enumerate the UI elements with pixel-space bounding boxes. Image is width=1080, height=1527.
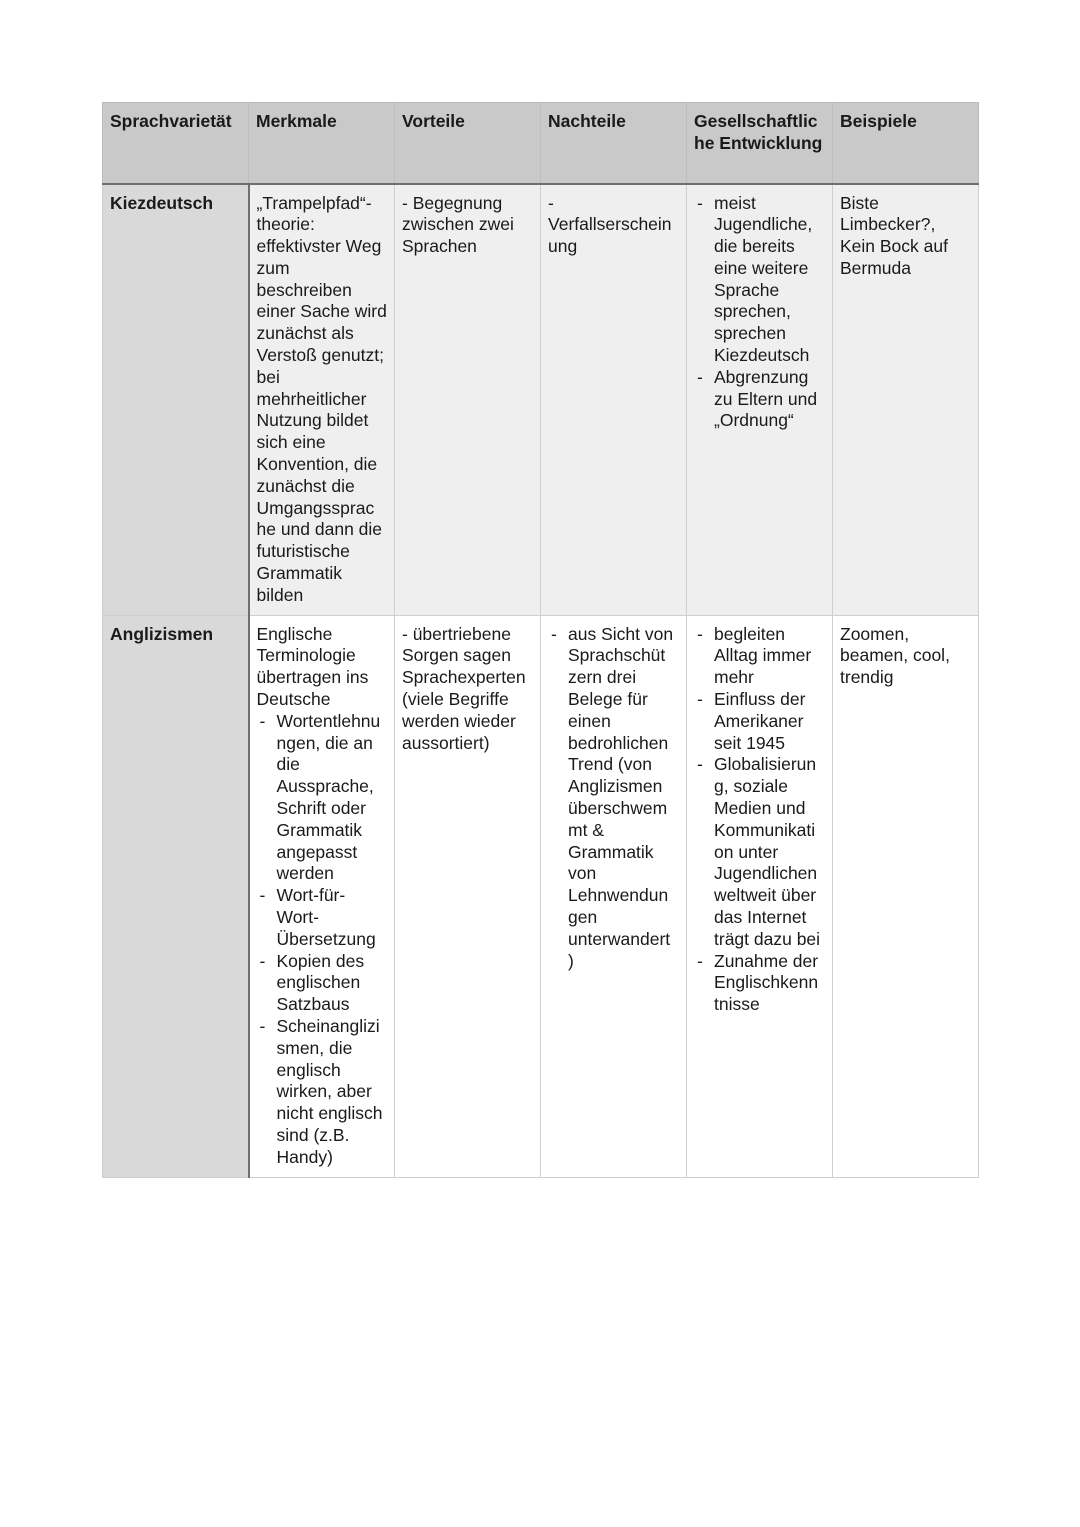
cell-vorteile: - übertriebene Sorgen sagen Sprachexperten (viele Begriffe werden wieder aussortiert) xyxy=(395,615,541,1177)
list-item: - aus Sicht von Sprachschüt zern drei Belege für einen bedrohlichen Trend (von Anglizismen überschwem mt & Grammatik von Lehnwendun gen unterwandert ) xyxy=(548,624,679,973)
list-item: - meist Jugendliche, die bereits eine weitere Sprache sprechen, sprechen Kiezdeutsch xyxy=(694,193,825,367)
header-sprachvarietaet: Sprachvarietät xyxy=(103,103,249,184)
row-label: Kiezdeutsch xyxy=(103,184,249,616)
list-item: - Globalisierun g, soziale Medien und Kommunikati on unter Jugendlichen weltweit über das Internet trägt dazu bei xyxy=(694,754,825,950)
list-item: - Scheinanglizi smen, die englisch wirken, aber nicht englisch sind (z.B. Handy) xyxy=(257,1016,388,1169)
row-label: Anglizismen xyxy=(103,615,249,1177)
list-item: - begleiten Alltag immer mehr xyxy=(694,624,825,689)
comparison-table-sheet xyxy=(102,102,978,1178)
language-variety-table xyxy=(102,102,979,1178)
cell-merkmale xyxy=(249,615,395,1177)
cell-beispiele: Zoomen, beamen, cool, trendig xyxy=(833,615,979,1177)
cell-nachteile: - Verfallserschein ung xyxy=(541,184,687,616)
cell-entwicklung xyxy=(687,615,833,1177)
entwicklung-list xyxy=(694,193,825,433)
nachteile-list xyxy=(548,624,679,973)
cell-entwicklung xyxy=(687,184,833,616)
cell-merkmale: „Trampelpfad“-theorie: effektivster Weg zum beschreiben einer Sache wird zunächst als Verstoß genutzt; bei mehrheitlicher Nutzung bildet sich eine Konvention, die zunächst die Umgangssprac he und dann die futuristische Grammatik bilden xyxy=(249,184,395,616)
table-row-anglizismen xyxy=(103,615,979,1177)
cell-nachteile xyxy=(541,615,687,1177)
list-item: - Abgrenzung zu Eltern und „Ordnung“ xyxy=(694,367,825,432)
header-row xyxy=(103,103,979,184)
merkmale-intro: Englische Terminologie übertragen ins Deutsche xyxy=(256,623,369,710)
list-item: - Kopien des englischen Satzbaus xyxy=(257,951,388,1016)
header-merkmale: Merkmale xyxy=(249,103,395,184)
list-item: - Einfluss der Amerikaner seit 1945 xyxy=(694,689,825,754)
list-item: - Wort-für-Wort-Übersetzung xyxy=(257,885,388,950)
cell-beispiele: Biste Limbecker?, Kein Bock auf Bermuda xyxy=(833,184,979,616)
merkmale-list xyxy=(257,711,388,1169)
header-nachteile: Nachteile xyxy=(541,103,687,184)
header-vorteile: Vorteile xyxy=(395,103,541,184)
header-beispiele: Beispiele xyxy=(833,103,979,184)
header-gesellschaftliche-entwicklung: Gesellschaftlic he Entwicklung xyxy=(687,103,833,184)
list-item: - Wortentlehnu ngen, die an die Aussprache, Schrift oder Grammatik angepasst werden xyxy=(257,711,388,885)
list-item: - Zunahme der Englischkenn tnisse xyxy=(694,951,825,1016)
cell-vorteile: - Begegnung zwischen zwei Sprachen xyxy=(395,184,541,616)
entwicklung-list xyxy=(694,624,825,1016)
table-row-kiezdeutsch xyxy=(103,184,979,616)
